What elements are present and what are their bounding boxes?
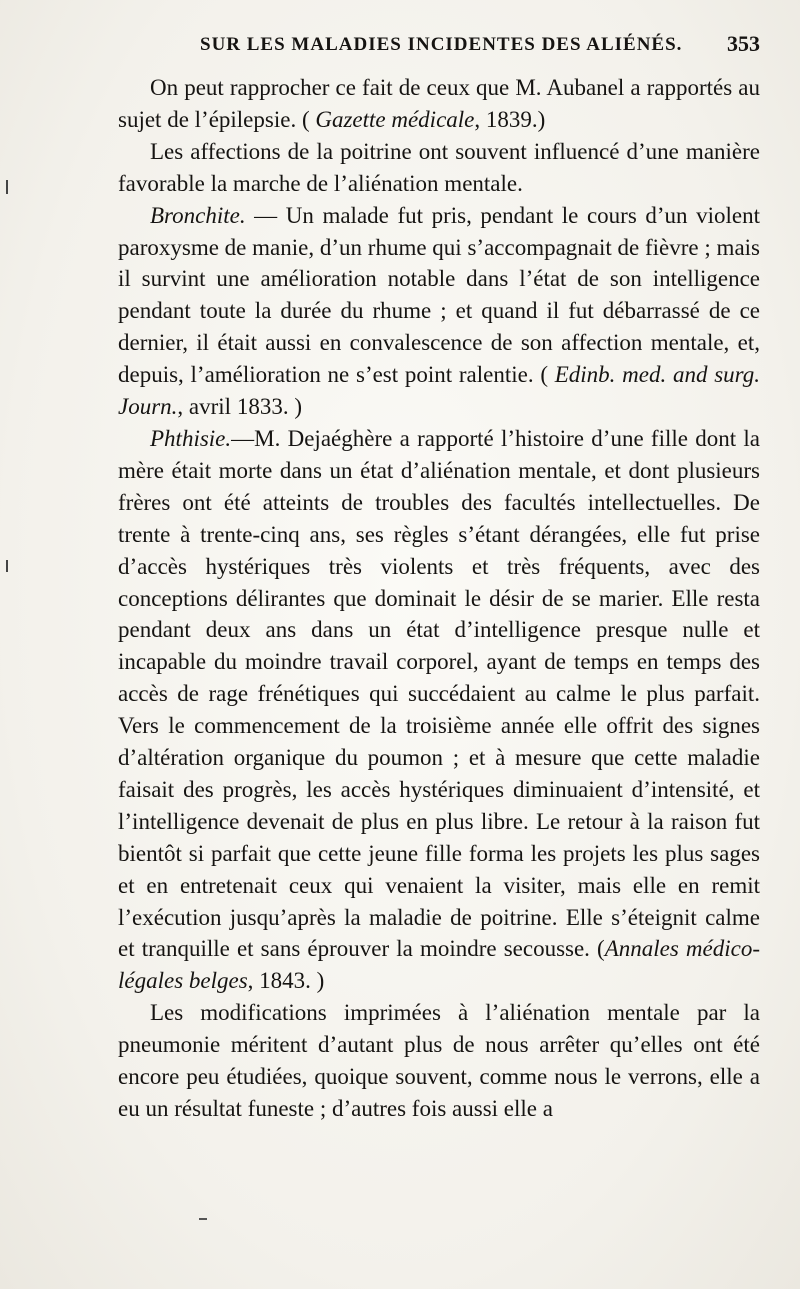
text-run: Les modifications imprimées à l’aliénation mentale par la pneumonie méritent d’autant plus de nous arrêter qu’elles ont été encore peu étudiées, quoique souvent, comme nous le verrons, elle a eu un résultat funeste ; d’autres fois aussi elle a bbox=[118, 1000, 760, 1121]
text-run: On peut rapprocher ce fait de ceux que M. Aubanel a rapportés au sujet de l’épilepsie. ( bbox=[118, 75, 760, 132]
body-text bbox=[118, 72, 760, 1125]
margin-mark bbox=[6, 180, 8, 194]
text-run: , avril 1833. ) bbox=[177, 394, 302, 420]
margin-mark bbox=[6, 560, 8, 572]
citation-title: Annales médico-légales belges bbox=[118, 936, 760, 994]
section-heading-bronchite: Bronchite. bbox=[150, 202, 246, 228]
printer-mark bbox=[199, 1218, 207, 1220]
paragraph-bronchite bbox=[118, 200, 760, 423]
paragraph-aubanel bbox=[118, 72, 760, 136]
page-header bbox=[200, 31, 760, 64]
text-run: Les affections de la poitrine ont souvent influencé d’une manière favorable la marche de l’aliénation mentale. bbox=[118, 138, 760, 196]
running-title: SUR LES MALADIES INCIDENTES DES ALIÉNÉS. bbox=[200, 34, 683, 55]
citation-title: Edinb. med. and surg. Journ. bbox=[118, 362, 760, 420]
section-heading-phthisie: Phthisie. bbox=[150, 425, 232, 451]
paragraph-affections-poitrine bbox=[118, 136, 760, 200]
paragraph-phthisie bbox=[118, 423, 760, 997]
text-run: — Un malade fut pris, pendant le cours d’un violent paroxysme de manie, d’un rhume qui s’accompagnait de fièvre ; mais il survint une amélioration notable dans l’état de son intelligence pendant toute la durée du rhume ; et quand il fut débarrassé de ce dernier, il était aussi en convalescence de son affection mentale, et, depuis, l’amélioration ne s’est point ralentie. ( bbox=[118, 202, 760, 388]
citation-title: Gazette médicale bbox=[315, 106, 475, 132]
text-run: , 1843. ) bbox=[247, 968, 325, 994]
text-run: , 1839.) bbox=[474, 106, 546, 132]
page-number: 353 bbox=[727, 31, 760, 56]
paragraph-pneumonie bbox=[118, 997, 760, 1125]
text-run: —M. Dejaéghère a rapporté l’histoire d’une fille dont la mère était morte dans un état d’aliénation mentale, et dont plusieurs frères ont été atteints de troubles des facultés intellectuelles. De trente à trente-cinq ans, ses règles s’étant dérangées, elle fut prise d’accès hystériques très violents et très fréquents, avec des conceptions délirantes que dominait le désir de se marier. Elle resta pendant deux ans dans un état d’intelligence presque nulle et incapable du moindre travail corporel, ayant de temps en temps des accès de rage frénétiques qui succédaient au calme le plus parfait. Vers le commencement de la troisième année elle offrit des signes d’altération organique du poumon ; et à mesure que cette maladie faisait des progrès, les accès hystériques diminuaient d’intensité, et l’intelligence devenait de plus en plus libre. Le retour à la raison fut bientôt si parfait que cette jeune fille forma les projets les plus sages et en entretenait ceux qui venaient la visiter, mais elle en remit l’exécution jusqu’après la maladie de poitrine. Elle s’éteignit calme et tranquille et sans éprouver la moindre secousse. ( bbox=[118, 425, 760, 962]
